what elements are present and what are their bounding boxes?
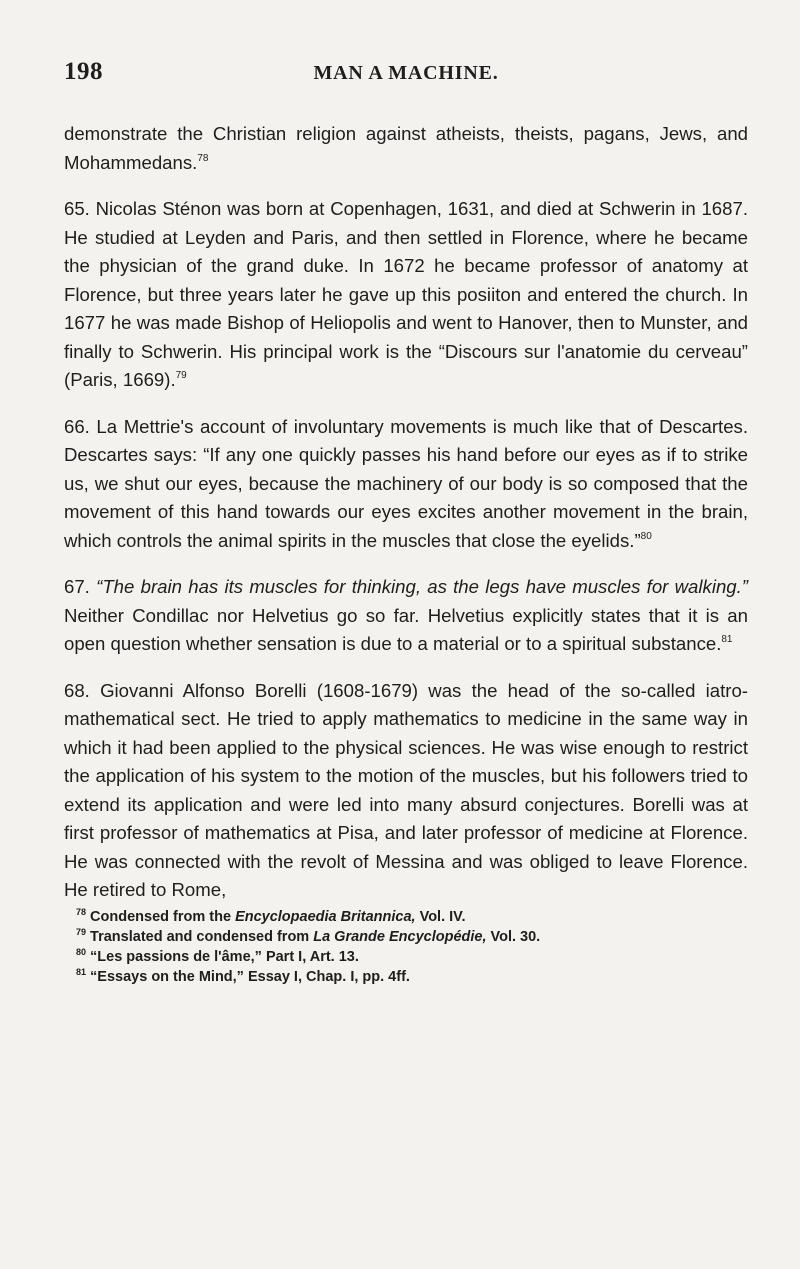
running-head: MAN A MACHINE.	[313, 62, 499, 84]
footnote-ref-80: 80	[640, 530, 652, 542]
quoted-phrase: “The brain has its muscles for thinking, as the legs have muscles for walking.”	[96, 576, 748, 597]
footnote-79: $^{79}$ Translated and condensed from La Grande Encyclopédie, Vol. 30.	[76, 926, 541, 945]
footnote-80: $^{80}$ “Les passions de l'âme,” Part I, Art. 13.	[76, 946, 359, 965]
page-header	[64, 58, 748, 98]
footnote-ref-79: 79	[175, 370, 187, 381]
paragraph-67: 67. “The brain has its muscles for thinking, as the legs have muscles for walking.” Neither Condillac nor Helvetius go so far. Helvetius explicitly states that it is an open question whether sensation is due to a material or to a spiritual substance.$^{81}$	[64, 576, 748, 654]
footnotes	[64, 907, 748, 987]
page-number: 198	[64, 58, 103, 85]
paragraph-66: 66. La Mettrie's account of involuntary movements is much like that of Descartes. Descartes says: “If any one quickly passes his hand before our eyes as if to strike us, we shut our eyes, because the machinery of our body is so composed that the movement of this hand towards our eyes excites another movement in the brain, which controls the animal spirits in the muscles that close the eyelids.”$^{80}$	[64, 415, 748, 551]
footnote-81: $^{81}$ “Essays on the Mind,” Essay I, Chap. I, pp. 4ff.	[76, 966, 410, 985]
paragraph-68: 68. Giovanni Alfonso Borelli (1608-1679) was the head of the so-called iatro-mathematical sect. He tried to apply mathematics to medicine in the same way in which it had been applied to the physical sciences. He was wise enough to restrict the application of his system to the motion of the muscles, but his followers tried to extend its application and were led into many absurd conjectures. Borelli was at first professor of mathematics at Pisa, and later professor of medicine at Florence. He was connected with the revolt of Messina and was obliged to leave Florence. He retired to Rome,	[64, 679, 748, 900]
body-text	[64, 120, 748, 905]
paragraph-65: 65. Nicolas Sténon was born at Copenhagen, 1631, and died at Schwerin in 1687. He studied at Leyden and Paris, and then settled in Florence, where he became the physician of the grand duke. In 1672 he became professor of anatomy at Florence, but three years later he gave up this posiiton and entered the church. In 1677 he was made Bishop of Heliopolis and went to Hanover, then to Munster, and finally to Schwerin. His principal work is the “Discours sur l'anatomie du cerveau” (Paris, 1669).$^{79}$	[64, 198, 748, 390]
footnote-ref-81: 81	[721, 634, 733, 645]
footnote-78: $^{78}$ Condensed from the Encyclopaedia Britannica, Vol. IV.	[76, 906, 466, 925]
footnote-ref-78: 78	[197, 152, 209, 164]
paragraph-continuation: demonstrate the Christian religion against atheists, theists, pagans, Jews, and Mohammedans.$^{78}$	[64, 123, 748, 173]
